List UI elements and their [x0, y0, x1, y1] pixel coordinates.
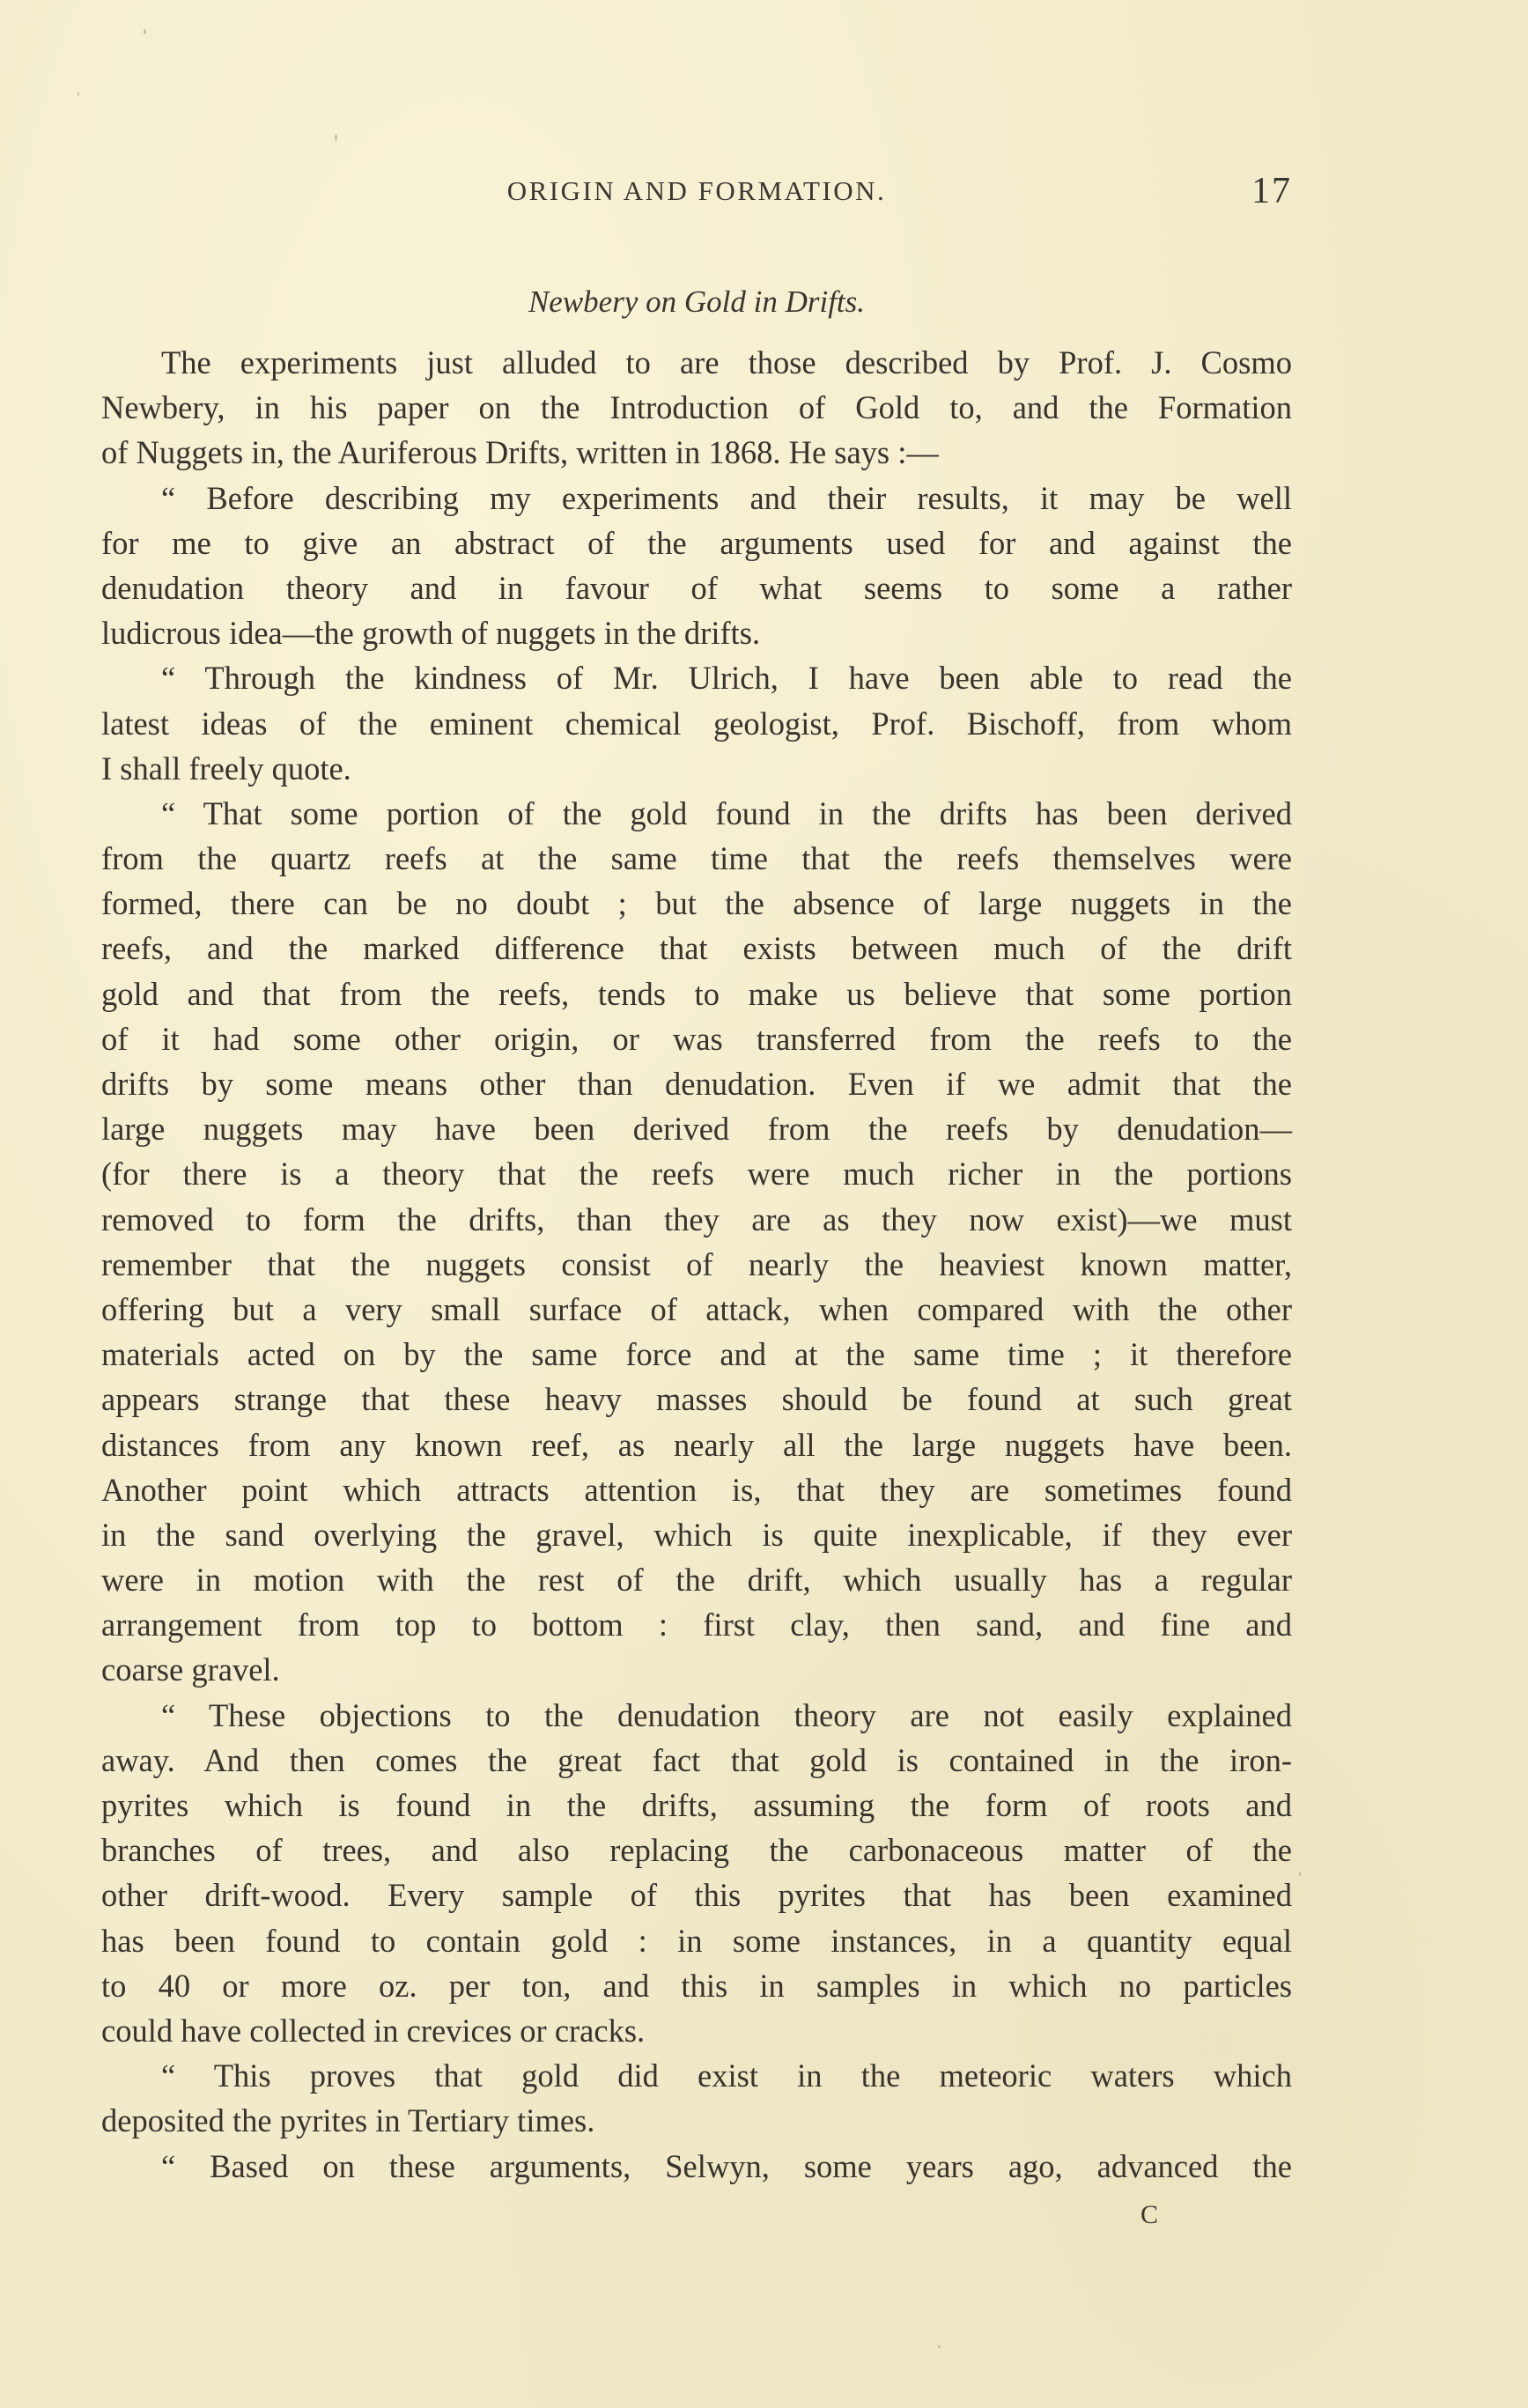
text-line: could have collected in crevices or cracks.: [101, 2012, 646, 2049]
paragraph: [101, 655, 1292, 791]
text-line: other drift-wood. Every sample of this pyrites that has been examined: [101, 1877, 1292, 1914]
text-line: has been found to contain gold : in some instances, in a quantity equal: [101, 1922, 1292, 1959]
paper-speck: [1299, 1872, 1301, 1876]
text-line: distances from any known reef, as nearly all the large nuggets have been.: [101, 1426, 1292, 1463]
text-line: large nuggets may have been derived from the reefs by denudation—: [101, 1111, 1292, 1148]
text-line: deposited the pyrites in Tertiary times.: [101, 2102, 595, 2139]
running-title: ORIGIN AND FORMATION.: [506, 175, 887, 206]
text-line: “ These objections to the denudation theory are not easily explained: [161, 1696, 1292, 1733]
text-line: for me to give an abstract of the arguments used for and against the: [101, 524, 1292, 561]
text-line: “ Through the kindness of Mr. Ulrich, I have been able to read the: [161, 660, 1292, 697]
text-line: ludicrous idea—the growth of nuggets in the drifts.: [101, 615, 761, 652]
text-line: (for there is a theory that the reefs were much richer in the portions: [101, 1156, 1292, 1193]
text-line: remember that the nuggets consist of nearly the heaviest known matter,: [101, 1245, 1292, 1282]
text-line: materials acted on by the same force and at the same time ; it therefore: [101, 1336, 1292, 1373]
paper-speck: [938, 2345, 941, 2348]
text-line: reefs, and the marked difference that exists between much of the drift: [101, 930, 1292, 967]
text-line: Another point which attracts attention is, that they are sometimes found: [101, 1471, 1292, 1508]
text-line: appears strange that these heavy masses should be found at such great: [101, 1381, 1292, 1418]
paragraph: [101, 2144, 1292, 2189]
text-line: Newbery, in his paper on the Introduction of Gold to, and the Formation: [101, 389, 1292, 426]
text-line: coarse gravel.: [101, 1651, 280, 1688]
text-line: removed to form the drifts, than they are as they now exist)—we must: [101, 1200, 1292, 1237]
paragraph: [101, 791, 1292, 1693]
text-line: latest ideas of the eminent chemical geologist, Prof. Bischoff, from whom: [101, 705, 1292, 742]
paragraph: [101, 340, 1292, 476]
text-line: “ Before describing my experiments and their results, it may be well: [161, 479, 1292, 516]
text-line: “ This proves that gold did exist in the meteoric waters which: [161, 2057, 1292, 2094]
text-line: offering but a very small surface of attack, when compared with the other: [101, 1290, 1292, 1327]
text-line: denudation theory and in favour of what seems to some a rather: [101, 569, 1292, 606]
paragraph: [101, 476, 1292, 656]
paper-speck: [335, 134, 337, 141]
text-line: “ Based on these arguments, Selwyn, some years ago, advanced the: [161, 2147, 1292, 2184]
page-number: 17: [1251, 171, 1292, 211]
text-line: from the quartz reefs at the same time that the reefs themselves were: [101, 840, 1292, 877]
text-line: drifts by some means other than denudation. Even if we admit that the: [101, 1066, 1292, 1102]
text-line: branches of trees, and also replacing the carbonaceous matter of the: [101, 1832, 1292, 1869]
paragraph: [101, 2053, 1292, 2143]
text-line: “ That some portion of the gold found in the drifts has been derived: [161, 794, 1292, 831]
text-line: I shall freely quote.: [101, 750, 351, 787]
text-line: away. And then comes the great fact that gold is contained in the iron-: [101, 1741, 1292, 1778]
text-line: formed, there can be no doubt ; but the absence of large nuggets in the: [101, 885, 1292, 922]
text-line: were in motion with the rest of the drift, which usually has a regular: [101, 1562, 1292, 1599]
text-line: pyrites which is found in the drifts, assuming the form of roots and: [101, 1787, 1292, 1823]
text-line: The experiments just alluded to are those described by Prof. J. Cosmo: [161, 344, 1292, 380]
paper-speck: [78, 92, 79, 96]
text-line: gold and that from the reefs, tends to make us believe that some portion: [101, 975, 1292, 1012]
paper-speck: [144, 29, 146, 34]
paragraph: [101, 1693, 1292, 2054]
text-line: of Nuggets in, the Auriferous Drifts, written in 1868. He says :—: [101, 434, 939, 471]
text-line: of it had some other origin, or was transferred from the reefs to the: [101, 1020, 1292, 1057]
section-title: Newbery on Gold in Drifts.: [528, 284, 866, 319]
signature-mark: C: [1140, 2200, 1160, 2229]
body-text: [101, 340, 1292, 2189]
text-line: to 40 or more oz. per ton, and this in samples in which no particles: [101, 1967, 1292, 2004]
text-line: in the sand overlying the gravel, which is quite inexplicable, if they ever: [101, 1516, 1292, 1553]
text-line: arrangement from top to bottom : first clay, then sand, and fine and: [101, 1607, 1292, 1643]
running-head: [101, 169, 1292, 213]
